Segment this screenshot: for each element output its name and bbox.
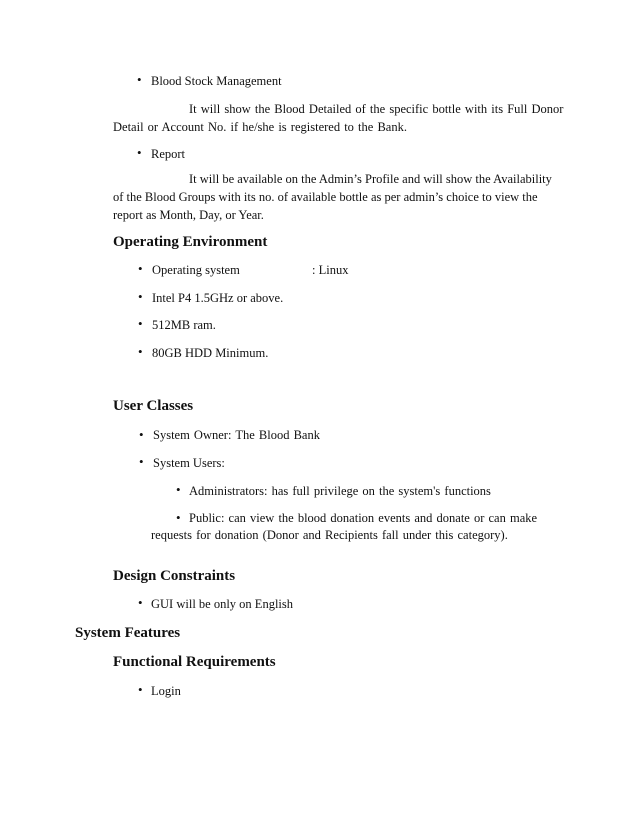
bullet-icon: • [176,510,181,525]
os-item-label: Operating system [152,263,240,277]
bullet-icon: • [138,261,143,276]
ram-item: 512MB ram. [152,318,216,332]
blood-stock-desc-line2: Detail or Account No. if he/she is registered to the Bank. [113,120,407,134]
section-heading-design-constraints: Design Constraints [113,568,236,584]
bullet-icon: • [138,344,143,359]
login-item: Login [151,684,181,698]
bullet-icon: • [137,72,142,87]
blood-stock-label: Blood Stock Management [151,74,282,88]
section-heading-user-classes: User Classes [113,398,194,414]
bullet-icon: • [138,289,143,304]
public-item-line1: Public: can view the blood donation events and donate or can make [189,511,538,525]
cpu-item: Intel P4 1.5GHz or above. [152,291,284,305]
system-users-item: System Users: [153,456,225,470]
os-item-value: : Linux [312,263,349,277]
hdd-item: 80GB HDD Minimum. [152,346,269,360]
system-owner-item: System Owner: The Blood Bank [153,428,320,442]
report-desc-line3: report as Month, Day, or Year. [113,208,264,222]
gui-language-item: GUI will be only on English [151,597,294,611]
bullet-icon: • [137,145,142,160]
bullet-icon: • [138,682,143,697]
bullet-icon: • [138,316,143,331]
bullet-icon: • [139,454,144,469]
bullet-icon: • [138,595,143,610]
bullet-icon: • [176,482,181,497]
section-heading-operating-environment: Operating Environment [113,234,268,250]
bullet-icon: • [139,427,144,442]
administrators-item: Administrators: has full privilege on the system's functions [189,484,491,498]
section-heading-system-features: System Features [75,625,181,641]
report-desc-line1: It will be available on the Admin’s Profile and will show the Availability [189,172,552,186]
blood-stock-desc-line1: It will show the Blood Detailed of the specific bottle with its Full Donor [189,102,564,116]
public-item-line2: requests for donation (Donor and Recipients fall under this category). [151,528,508,542]
report-label: Report [151,147,186,161]
report-desc-line2: of the Blood Groups with its no. of available bottle as per admin’s choice to view the [113,190,538,204]
section-heading-functional-requirements: Functional Requirements [113,654,276,670]
